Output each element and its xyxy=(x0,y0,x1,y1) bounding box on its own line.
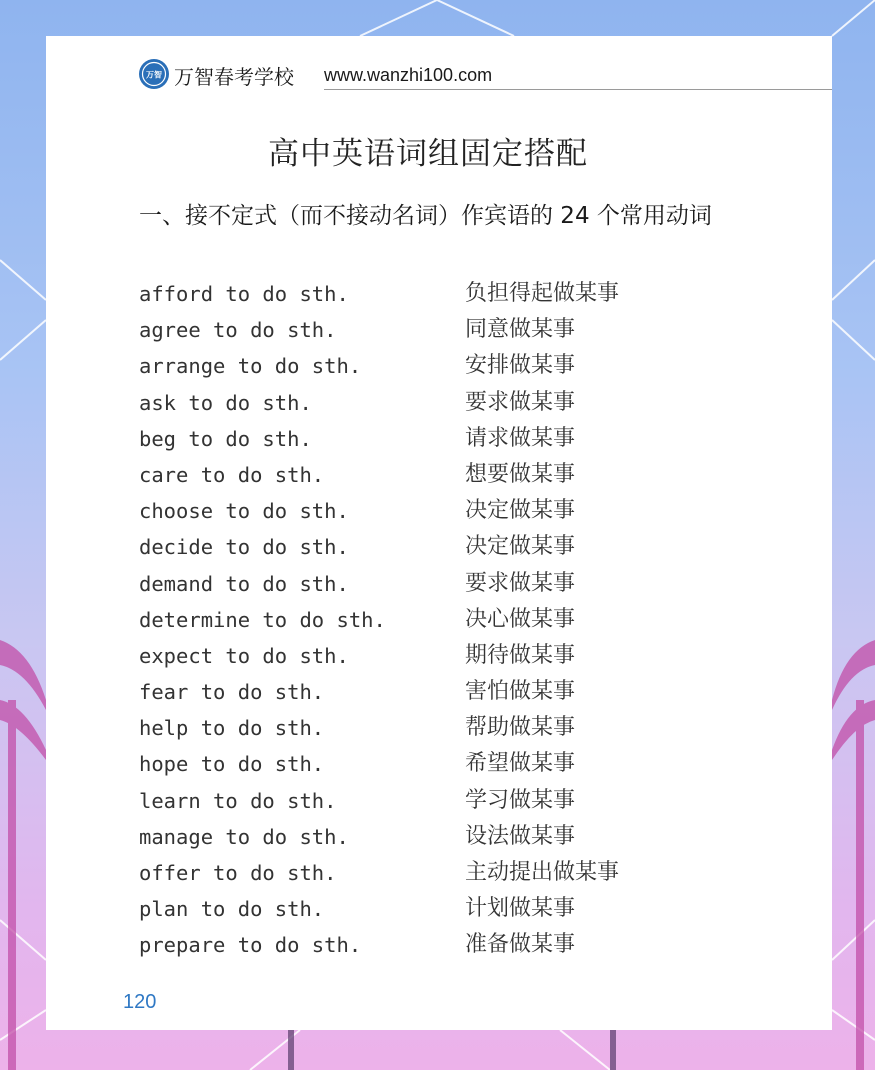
verb-phrase-english: choose to do sth. xyxy=(139,499,349,524)
verb-phrase-chinese: 学习做某事 xyxy=(465,787,576,813)
verb-phrase-chinese: 安排做某事 xyxy=(465,353,576,379)
verb-phrase-chinese: 请求做某事 xyxy=(465,425,576,451)
verb-row xyxy=(139,710,779,746)
verb-phrase-english: demand to do sth. xyxy=(139,571,349,596)
verb-row xyxy=(139,529,779,565)
verb-phrase-chinese: 计划做某事 xyxy=(465,896,576,922)
document-title: 高中英语词组固定搭配 xyxy=(268,136,588,172)
verb-phrase-english: prepare to do sth. xyxy=(139,933,362,958)
verb-phrase-chinese: 负担得起做某事 xyxy=(465,281,620,306)
verb-phrase-chinese: 期待做某事 xyxy=(465,642,576,668)
verb-row xyxy=(139,638,779,674)
verb-phrase-chinese: 帮助做某事 xyxy=(465,715,576,741)
verb-row xyxy=(139,385,779,421)
school-name: 万智春考学校 xyxy=(174,65,294,89)
verb-row xyxy=(139,312,779,348)
verb-list xyxy=(139,276,779,964)
verb-phrase-english: expect to do sth. xyxy=(139,643,349,668)
verb-row xyxy=(139,348,779,384)
verb-phrase-english: determine to do sth. xyxy=(139,607,386,632)
verb-phrase-chinese: 害怕做某事 xyxy=(465,679,576,705)
verb-row xyxy=(139,674,779,710)
verb-row xyxy=(139,891,779,927)
page-header xyxy=(138,58,832,92)
verb-phrase-english: plan to do sth. xyxy=(139,897,325,922)
verb-phrase-english: help to do sth. xyxy=(139,716,325,741)
verb-row xyxy=(139,276,779,312)
palm-tree-left-icon xyxy=(0,640,46,1070)
verb-phrase-chinese: 同意做某事 xyxy=(465,317,576,343)
verb-row xyxy=(139,602,779,638)
verb-phrase-chinese: 想要做某事 xyxy=(465,461,576,487)
verb-phrase-english: fear to do sth. xyxy=(139,680,325,705)
verb-row xyxy=(139,783,779,819)
verb-row xyxy=(139,927,779,963)
palm-tree-right-icon xyxy=(832,640,875,1070)
verb-row xyxy=(139,421,779,457)
verb-phrase-english: agree to do sth. xyxy=(139,318,337,343)
section-heading: 一、接不定式（而不接动名词）作宾语的 24 个常用动词 xyxy=(139,203,712,229)
verb-phrase-english: manage to do sth. xyxy=(139,824,349,849)
verb-phrase-english: ask to do sth. xyxy=(139,390,312,415)
verb-phrase-english: learn to do sth. xyxy=(139,788,337,813)
verb-phrase-english: beg to do sth. xyxy=(139,426,312,451)
verb-phrase-chinese: 希望做某事 xyxy=(465,751,576,777)
verb-phrase-chinese: 准备做某事 xyxy=(465,932,576,958)
verb-phrase-chinese: 主动提出做某事 xyxy=(465,860,620,885)
verb-row xyxy=(139,457,779,493)
verb-row xyxy=(139,819,779,855)
verb-row xyxy=(139,746,779,782)
verb-row xyxy=(139,855,779,891)
website-url[interactable]: www.wanzhi100.com xyxy=(324,65,493,85)
verb-phrase-chinese: 决定做某事 xyxy=(465,498,576,524)
page-number: 120 xyxy=(123,991,157,1013)
verb-phrase-chinese: 决心做某事 xyxy=(465,606,576,632)
header-divider xyxy=(324,89,832,90)
wanzhi-logo-icon xyxy=(138,58,170,90)
verb-phrase-english: care to do sth. xyxy=(139,462,325,487)
verb-phrase-english: hope to do sth. xyxy=(139,752,325,777)
verb-phrase-english: arrange to do sth. xyxy=(139,354,362,379)
verb-phrase-english: afford to do sth. xyxy=(139,282,349,306)
verb-row xyxy=(139,493,779,529)
verb-row xyxy=(139,566,779,602)
verb-phrase-chinese: 设法做某事 xyxy=(465,823,576,849)
verb-phrase-chinese: 决定做某事 xyxy=(465,534,576,560)
verb-phrase-english: offer to do sth. xyxy=(139,861,337,885)
svg-text:万智: 万智 xyxy=(146,70,162,80)
document-page xyxy=(46,36,832,1030)
verb-phrase-english: decide to do sth. xyxy=(139,535,349,560)
verb-phrase-chinese: 要求做某事 xyxy=(465,570,576,596)
verb-phrase-chinese: 要求做某事 xyxy=(465,389,576,415)
